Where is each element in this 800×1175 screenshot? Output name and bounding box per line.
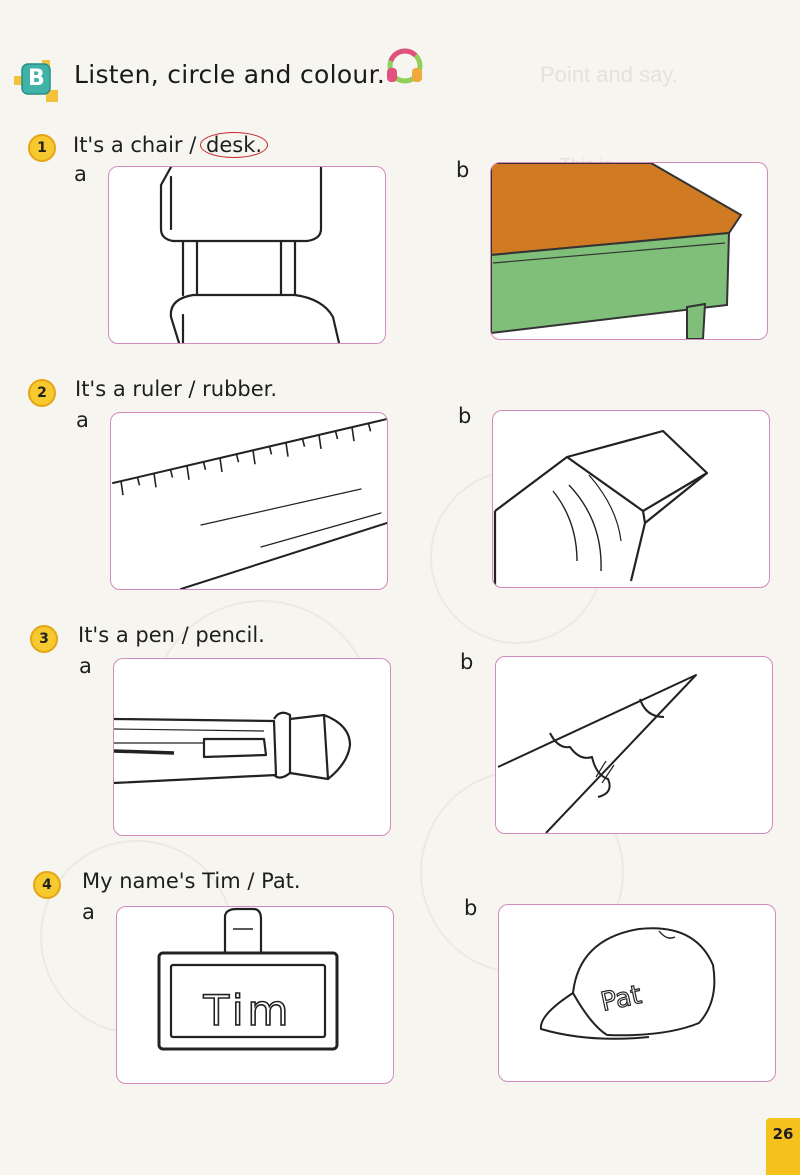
ruler-tick xyxy=(121,481,123,495)
item-1-option-b[interactable]: desk. xyxy=(200,132,268,158)
pencil-icon xyxy=(496,657,772,833)
item-4-option-b[interactable]: Pat. xyxy=(261,869,301,893)
item-2-picture-b[interactable] xyxy=(492,410,770,588)
ruler-tick xyxy=(352,427,354,441)
item-3-label-b: b xyxy=(460,650,474,674)
cap-text: Pat xyxy=(598,980,645,1018)
item-3-picture-a[interactable] xyxy=(113,658,391,836)
item-4-separator: / xyxy=(240,869,262,893)
item-2-option-b[interactable]: rubber. xyxy=(202,377,278,401)
ruler-tick xyxy=(220,458,222,472)
item-4-picture-b[interactable] xyxy=(498,904,776,1082)
item-2-start: It's a xyxy=(75,377,133,401)
ruler-tick xyxy=(270,446,272,454)
item-3-number: 3 xyxy=(30,625,58,653)
item-3-option-b[interactable]: pencil. xyxy=(195,623,265,647)
pen-icon xyxy=(114,659,390,835)
item-2-number: 2 xyxy=(28,379,56,407)
item-1-sentence xyxy=(73,132,268,158)
item-4-sentence xyxy=(82,869,301,893)
ruler-tick xyxy=(187,466,189,480)
item-1-picture-a[interactable] xyxy=(108,166,386,344)
item-4-label-a: a xyxy=(82,900,95,924)
name-tag-text: Tim xyxy=(203,986,293,1035)
chair-icon xyxy=(109,167,385,343)
ruler-tick xyxy=(319,435,321,449)
page-number: 26 xyxy=(766,1118,800,1175)
item-2-sentence xyxy=(75,377,277,401)
ruler-tick xyxy=(154,473,156,487)
ruler-tick xyxy=(171,470,173,478)
ruler-tick xyxy=(369,423,371,431)
desk-icon xyxy=(491,163,767,339)
item-3-start: It's a xyxy=(78,623,136,647)
item-3-option-a[interactable]: pen xyxy=(135,623,175,647)
item-2-label-b: b xyxy=(458,404,472,428)
ruler-tick xyxy=(204,462,206,470)
item-4-label-b: b xyxy=(464,896,478,920)
ruler-tick xyxy=(237,454,239,462)
item-3-label-a: a xyxy=(79,654,92,678)
item-1-picture-b[interactable] xyxy=(490,162,768,340)
name-tag-icon xyxy=(117,907,393,1083)
cap-icon xyxy=(499,905,775,1081)
section-badge xyxy=(12,56,62,106)
item-2-label-a: a xyxy=(76,408,89,432)
item-2-option-a[interactable]: ruler xyxy=(132,377,182,401)
item-3-separator: / xyxy=(174,623,196,647)
ruler-tick xyxy=(286,443,288,457)
item-4-option-a[interactable]: Tim xyxy=(202,869,241,893)
item-1-option-a[interactable]: chair xyxy=(130,133,183,157)
item-4-number: 4 xyxy=(33,871,61,899)
headphones-icon xyxy=(383,46,425,88)
section-title: Listen, circle and colour. xyxy=(74,60,386,89)
ruler-tick xyxy=(138,477,140,485)
item-3-sentence xyxy=(78,623,265,647)
item-3-picture-b[interactable] xyxy=(495,656,773,834)
ruler-icon xyxy=(111,413,387,589)
item-2-separator: / xyxy=(181,377,203,401)
ruler-tick xyxy=(336,431,338,439)
item-1-separator: / xyxy=(182,133,204,157)
item-4-start: My name's xyxy=(82,869,203,893)
item-1-label-b: b xyxy=(456,158,470,182)
rubber-icon xyxy=(493,411,769,587)
item-1-number: 1 xyxy=(28,134,56,162)
item-2-picture-a[interactable] xyxy=(110,412,388,590)
item-4-picture-a[interactable] xyxy=(116,906,394,1084)
ruler-tick xyxy=(303,439,305,447)
ruler-tick xyxy=(253,450,255,464)
item-1-label-a: a xyxy=(74,162,87,186)
item-1-start: It's a xyxy=(73,133,131,157)
section-letter: B xyxy=(28,66,45,91)
ghost-heading: Point and say. xyxy=(540,62,678,87)
